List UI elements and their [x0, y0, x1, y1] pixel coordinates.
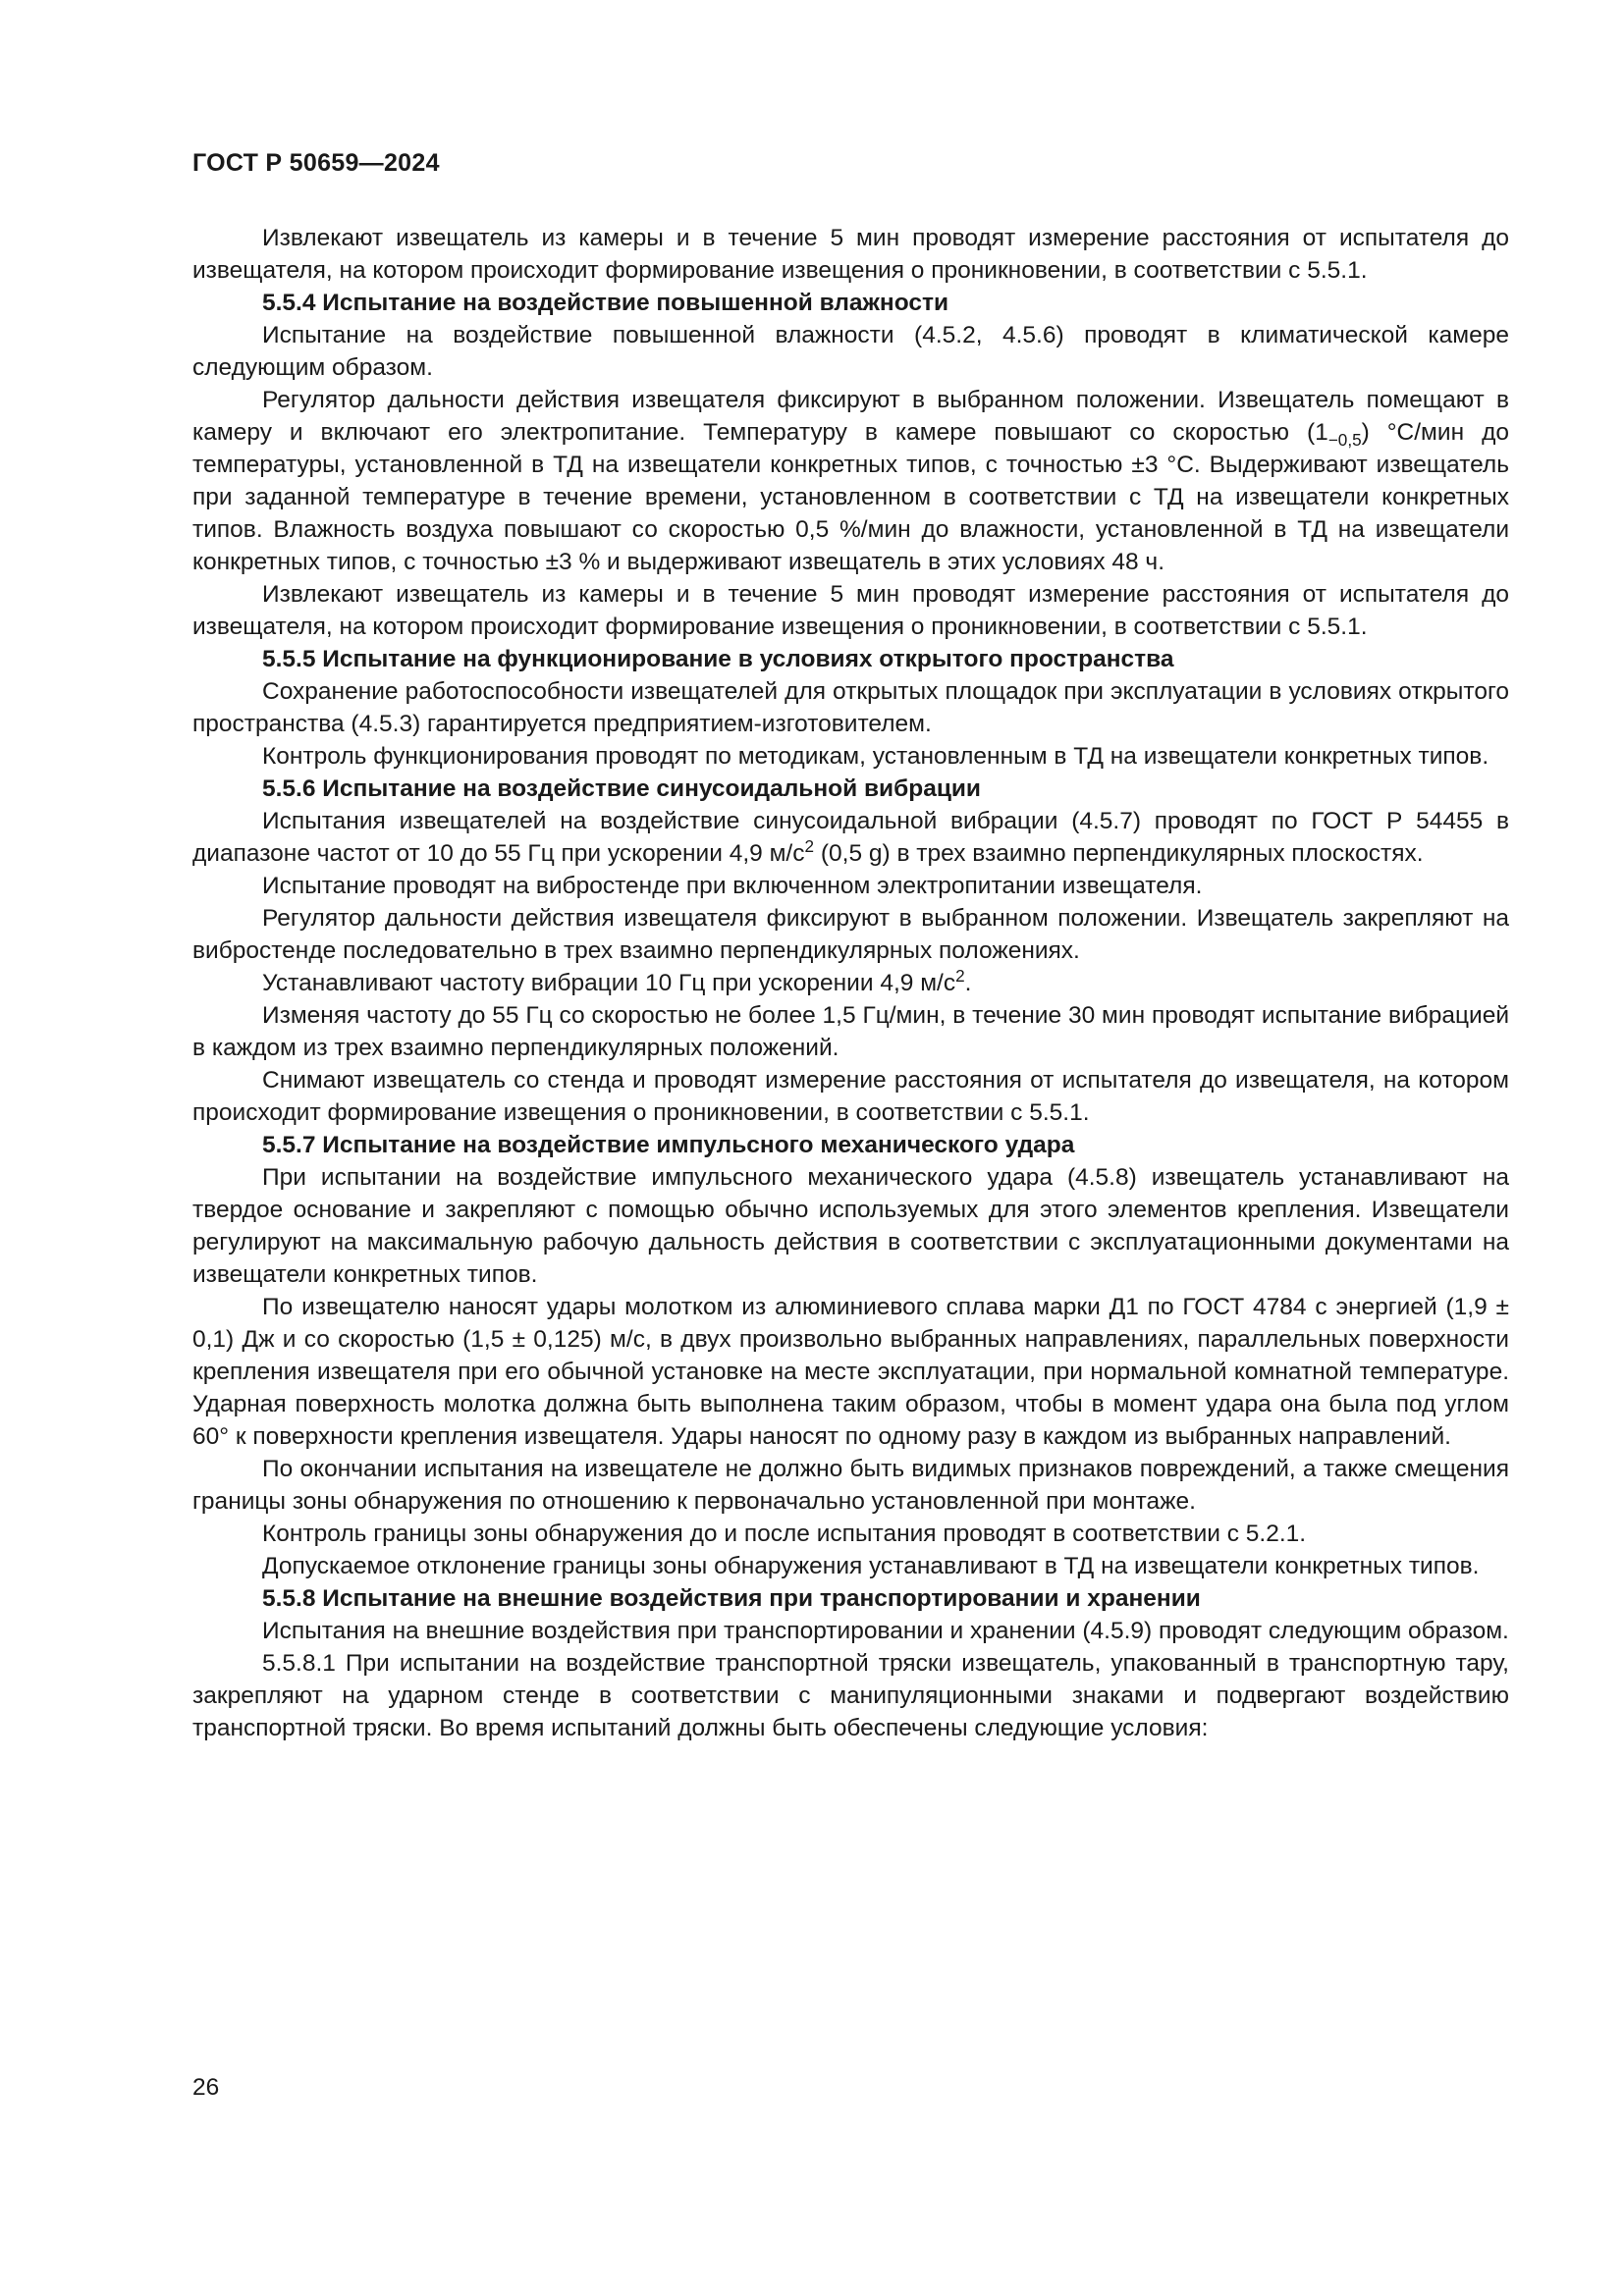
paragraph-text: 5.5.8 Испытание на внешние воздействия при транспортировании и хранении	[262, 1585, 1201, 1612]
paragraph-text: Сохранение работоспособности извещателей для открытых площадок при эксплуатации в условиях открытого пространства (4.5.3) гарантируется предприятием-изготовителем.	[192, 678, 1509, 737]
section-heading	[192, 1129, 1509, 1161]
body-paragraph	[192, 1647, 1509, 1744]
paragraph-text: Регулятор дальности действия извещателя фиксируют в выбранном положении. Извещатель закрепляют на вибростенде последовательно в трех взаимно перпендикулярных положениях.	[192, 905, 1509, 964]
body-paragraph	[192, 384, 1509, 578]
superscript: 2	[804, 835, 815, 856]
paragraph-text: Регулятор дальности действия извещателя фиксируют в выбранном положении. Извещатель помещают в камеру и включают его электропитание. Температуру в камере повышают со скоростью (1	[192, 387, 1509, 446]
paragraph-text: Испытание на воздействие повышенной влажности (4.5.2, 4.5.6) проводят в климатической камере следующим образом.	[192, 322, 1509, 381]
paragraph-text: Устанавливают частоту вибрации 10 Гц при ускорении 4,9 м/с	[262, 970, 956, 996]
paragraph-text: Испытания извещателей на воздействие синусоидальной вибрации (4.5.7) проводят по ГОСТ Р 54455 в диапазоне частот от 10 до 55 Гц при ускорении 4,9 м/с	[192, 808, 1509, 867]
body-paragraph	[192, 319, 1509, 384]
body-paragraph	[192, 902, 1509, 967]
body-paragraph	[192, 1161, 1509, 1291]
paragraph-text: По окончании испытания на извещателе не должно быть видимых признаков повреждений, а также смещения границы зоны обнаружения по отношению к первоначально установленной при монтаже.	[192, 1456, 1509, 1515]
paragraph-text: 5.5.7 Испытание на воздействие импульсного механического удара	[262, 1132, 1075, 1158]
subscript: −0,5	[1327, 429, 1362, 450]
body-paragraph	[192, 805, 1509, 870]
body-paragraph	[192, 1291, 1509, 1453]
paragraph-text-continued: (0,5 g) в трех взаимно перпендикулярных плоскостях.	[814, 840, 1424, 867]
paragraph-text: Допускаемое отклонение границы зоны обнаружения устанавливают в ТД на извещатели конкретных типов.	[262, 1553, 1480, 1579]
page-number: 26	[192, 2074, 220, 2101]
body-paragraph	[192, 222, 1509, 287]
paragraph-text: Контроль границы зоны обнаружения до и после испытания проводят в соответствии с 5.2.1.	[262, 1521, 1307, 1547]
paragraph-text: 5.5.8.1 При испытании на воздействие транспортной тряски извещатель, упакованный в транспортную тару, закрепляют на ударном стенде в соответствии с манипуляционными знаками и подвергают воздействию транспортной тряски. Во время испытаний должны быть обеспечены следующие условия:	[192, 1650, 1509, 1741]
body-paragraph	[192, 999, 1509, 1064]
section-heading	[192, 287, 1509, 319]
paragraph-text: Испытание проводят на вибростенде при включенном электропитании извещателя.	[262, 873, 1203, 899]
body-paragraph	[192, 1615, 1509, 1647]
paragraph-text: Извлекают извещатель из камеры и в течение 5 мин проводят измерение расстояния от испытателя до извещателя, на котором происходит формирование извещения о проникновении, в соответствии с 5.5.1.	[192, 225, 1509, 284]
body-paragraph	[192, 870, 1509, 902]
paragraph-text: Снимают извещатель со стенда и проводят измерение расстояния от испытателя до извещателя, на котором происходит формирование извещения о проникновении, в соответствии с 5.5.1.	[192, 1067, 1509, 1126]
body-paragraph	[192, 967, 1509, 999]
paragraph-text: Испытания на внешние воздействия при транспортировании и хранении (4.5.9) проводят следующим образом.	[262, 1618, 1509, 1644]
superscript: 2	[955, 965, 965, 986]
body-paragraph	[192, 1518, 1509, 1550]
paragraph-text: 5.5.4 Испытание на воздействие повышенной влажности	[262, 290, 949, 316]
section-heading	[192, 643, 1509, 675]
body-paragraph	[192, 1064, 1509, 1129]
paragraph-text-continued: .	[964, 970, 972, 996]
body-paragraph	[192, 1453, 1509, 1518]
body-paragraph	[192, 740, 1509, 773]
paragraph-text: 5.5.6 Испытание на воздействие синусоидальной вибрации	[262, 775, 981, 802]
paragraph-text: Изменяя частоту до 55 Гц со скоростью не более 1,5 Гц/мин, в течение 30 мин проводят испытание вибрацией в каждом из трех взаимно перпендикулярных положений.	[192, 1002, 1509, 1061]
paragraph-text: Извлекают извещатель из камеры и в течение 5 мин проводят измерение расстояния от испытателя до извещателя, на котором происходит формирование извещения о проникновении, в соответствии с 5.5.1.	[192, 581, 1509, 640]
document-body	[192, 222, 1509, 1744]
paragraph-text-continued: ) °С/мин до температуры, установленной в ТД на извещатели конкретных типов, с точностью ±3 °С. Выдерживают извещатель при заданной температуре в течение времени, установленном в соответствии с ТД на извещатели конкретных типов. Влажность воздуха повышают со скоростью 0,5 %/мин до влажности, установленной в ТД на извещатели конкретных типов, с точностью ±3 % и выдерживают извещатель в этих условиях 48 ч.	[192, 419, 1509, 575]
body-paragraph	[192, 675, 1509, 740]
section-heading	[192, 773, 1509, 805]
paragraph-text: При испытании на воздействие импульсного механического удара (4.5.8) извещатель устанавливают на твердое основание и закрепляют с помощью обычно используемых для этого элементов крепления. Извещатели регулируют на максимальную рабочую дальность действия в соответствии с эксплуатационными документами на извещатели конкретных типов.	[192, 1164, 1509, 1288]
paragraph-text: По извещателю наносят удары молотком из алюминиевого сплава марки Д1 по ГОСТ 4784 с энергией (1,9 ± 0,1) Дж и со скоростью (1,5 ± 0,125) м/с, в двух произвольно выбранных направлениях, параллельных поверхности крепления извещателя при его обычной установке на месте эксплуатации, при нормальной комнатной температуре. Ударная поверхность молотка должна быть выполнена таким образом, чтобы в момент удара она была под углом 60° к поверхности крепления извещателя. Удары наносят по одному разу в каждом из выбранных направлений.	[192, 1294, 1509, 1450]
paragraph-text: 5.5.5 Испытание на функционирование в условиях открытого пространства	[262, 646, 1174, 672]
body-paragraph	[192, 578, 1509, 643]
paragraph-text: Контроль функционирования проводят по методикам, установленным в ТД на извещатели конкретных типов.	[262, 743, 1489, 770]
section-heading	[192, 1582, 1509, 1615]
document-code-header: ГОСТ Р 50659—2024	[192, 149, 440, 177]
body-paragraph	[192, 1550, 1509, 1582]
